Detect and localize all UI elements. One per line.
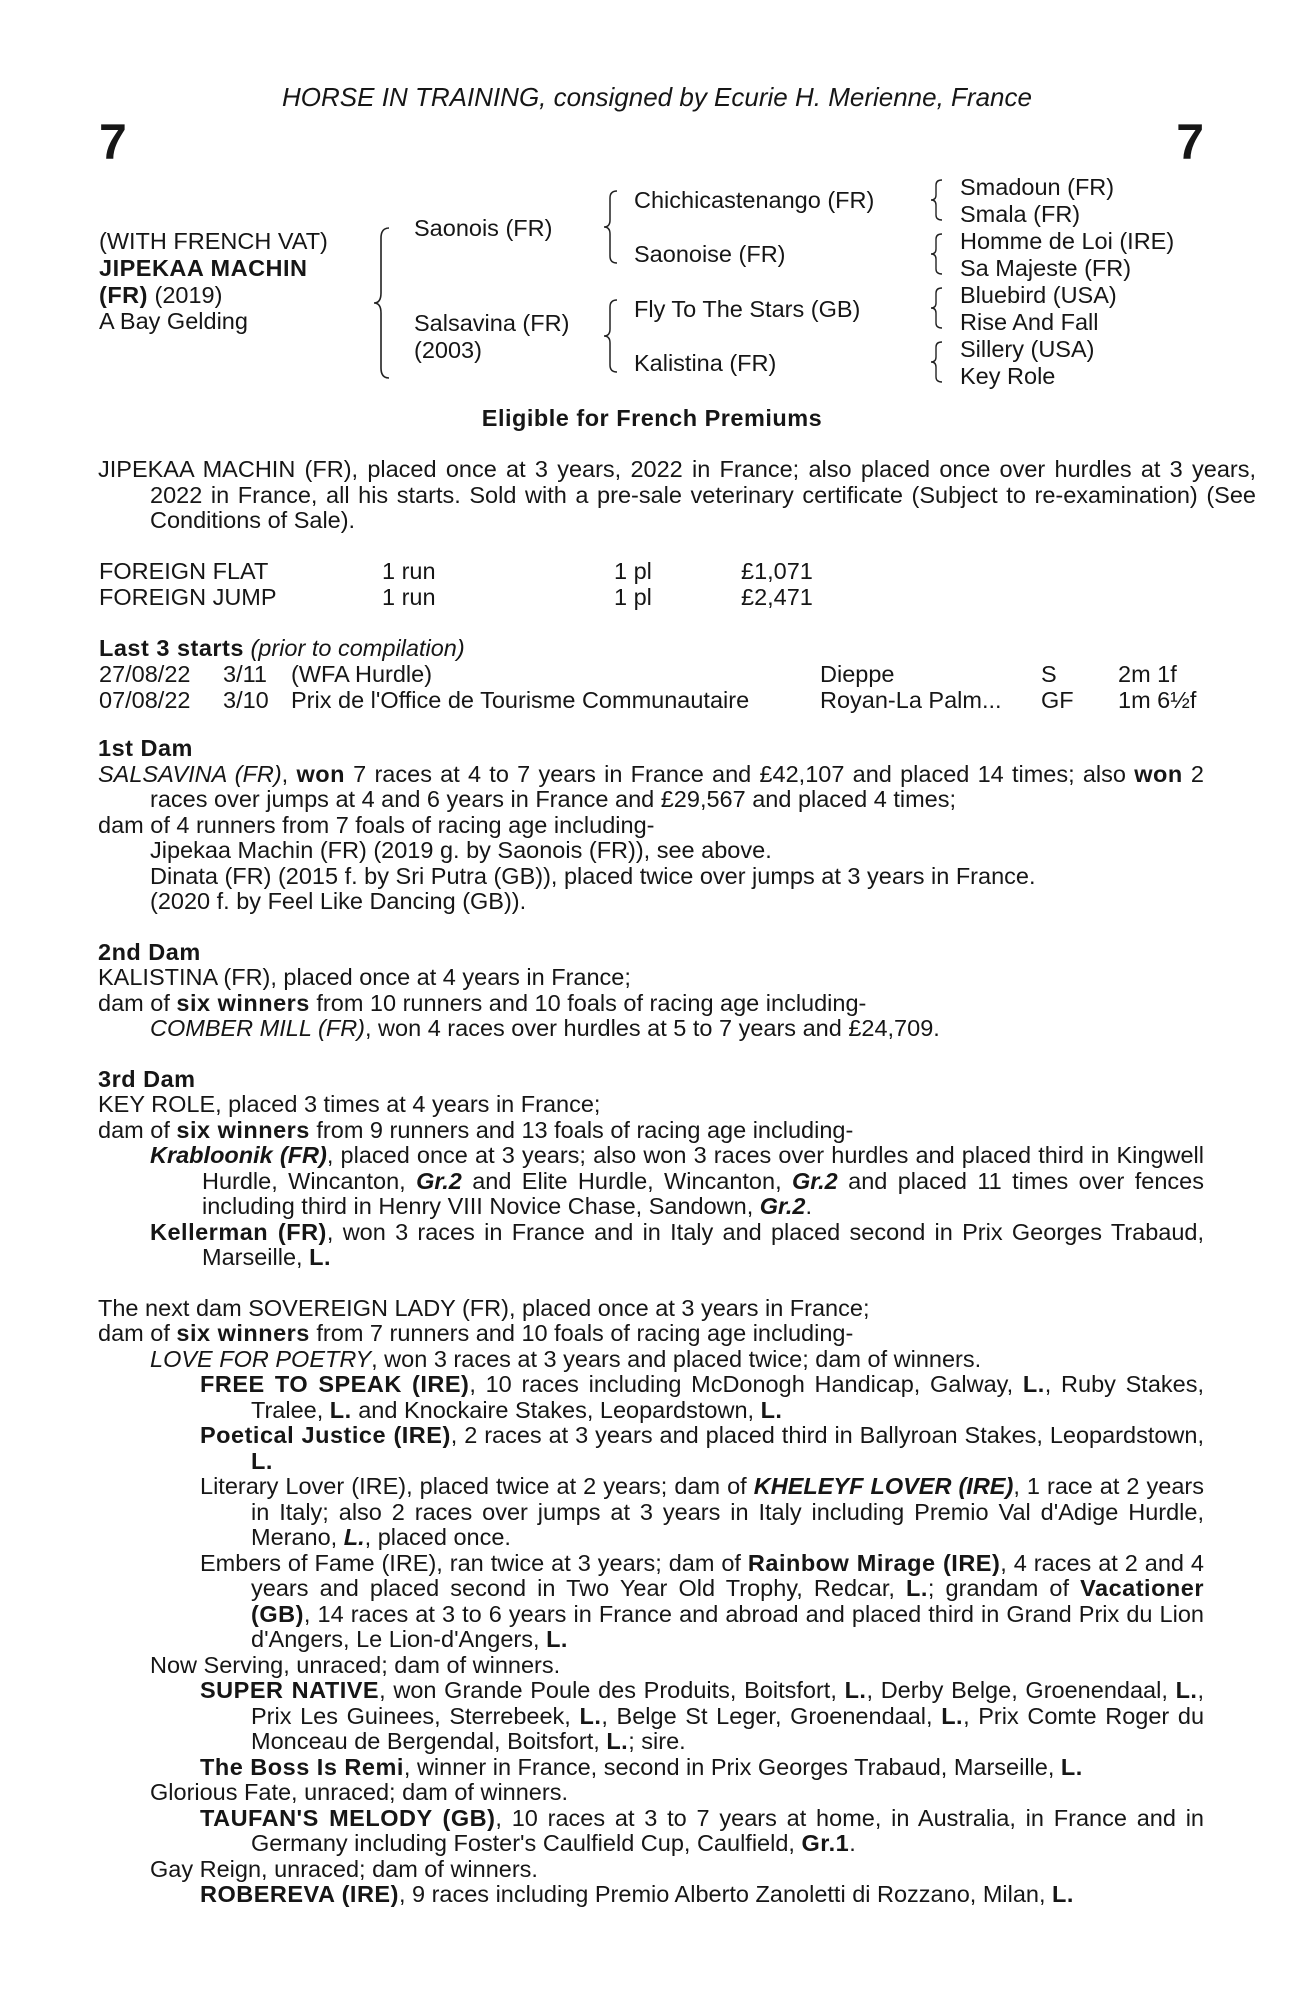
- free-to-speak: FREE TO SPEAK (IRE), 10 races including McDonogh Handicap, Galway, L., Ruby Stakes, Tralee, L. and Knockaire Stakes, Leopardstown, L.: [200, 1371, 1204, 1423]
- pedigree-sire-dam: Saonoise (FR): [634, 241, 786, 267]
- pedigree-g4-4: Sa Majeste (FR): [960, 255, 1132, 281]
- dams-section: [98, 736, 1204, 1908]
- taufans-melody: TAUFAN'S MELODY (GB), 10 races at 3 to 7 years at home, in Australia, in France and in Germany including Foster's Caulfield Cup, Caulfield, Gr.1.: [200, 1804, 1204, 1856]
- pedigree-g4-1: Smadoun (FR): [960, 174, 1115, 200]
- dam1-heading: 1st Dam: [98, 735, 193, 761]
- pedigree-g4-7: Sillery (USA): [960, 336, 1095, 362]
- lot-number-right: 7: [1176, 114, 1204, 170]
- start-2-pos: 3/10: [223, 687, 269, 713]
- start-2-course: Royan-La Palm...: [820, 687, 1002, 713]
- horse-country-year: (FR) (2019): [99, 282, 223, 308]
- pedigree-brace-g4-2: [930, 232, 944, 276]
- start-1-race: (WFA Hurdle): [291, 661, 433, 687]
- record-amount-flat: £1,071: [741, 558, 813, 584]
- dam2-heading: 2nd Dam: [98, 938, 201, 965]
- start-1-going: S: [1041, 661, 1057, 687]
- pedigree-g4-2: Smala (FR): [960, 201, 1081, 227]
- dam3-progeny-1: Krabloonik (FR), placed once at 3 years; also won 3 races over hurdles and placed third in Kingwell Hurdle, Wincanton, Gr.2 and Elite Hurdle, Wincanton, Gr.2 and placed 11 times over fences including third in Henry VIII Novice Chase, Sandown, Gr.2.: [150, 1142, 1204, 1219]
- pedigree-brace-g4-1: [930, 178, 944, 222]
- dam1-runners-line: dam of 4 runners from 7 foals of racing age including-: [98, 811, 655, 838]
- super-native: SUPER NATIVE, won Grande Poule des Produits, Boitsfort, L., Derby Belge, Groenendaal, L., Prix Les Guinees, Sterrebeek, L., Belge St Leger, Groenendaal, L., Prix Comte Roger du Monceau de Bergendal, Boitsfort, L.; sire.: [200, 1677, 1205, 1754]
- record-type-jump: FOREIGN JUMP: [99, 584, 277, 610]
- now-serving: Now Serving, unraced; dam of winners.: [150, 1651, 561, 1678]
- page-header: HORSE IN TRAINING, consigned by Ecurie H. Merienne, France: [282, 82, 1032, 112]
- pedigree-dam-sire: Fly To The Stars (GB): [634, 296, 861, 322]
- pedigree-sire-sire: Chichicastenango (FR): [634, 187, 875, 213]
- dam2-progeny-1: COMBER MILL (FR), won 4 races over hurdles at 5 to 7 years and £24,709.: [150, 1015, 940, 1041]
- dam1-progeny-2: Dinata (FR) (2015 f. by Sri Putra (GB)), placed twice over jumps at 3 years in France.: [150, 862, 1036, 889]
- start-1-course: Dieppe: [820, 661, 895, 687]
- pedigree-brace-dam: [603, 298, 619, 374]
- record-amount-jump: £2,471: [741, 584, 813, 610]
- pedigree-dam: Salsavina (FR): [414, 310, 570, 336]
- dam1-progeny-1: Jipekaa Machin (FR) (2019 g. by Saonois (FR)), see above.: [150, 837, 772, 863]
- record-placed-flat: 1 pl: [614, 558, 652, 584]
- record-runs-flat: 1 run: [382, 558, 436, 584]
- record-runs-jump: 1 run: [382, 584, 436, 610]
- pedigree-brace-g4-3: [930, 286, 944, 330]
- robereva: ROBEREVA (IRE), 9 races including Premio Alberto Zanoletti di Rozzano, Milan, L.: [200, 1881, 1074, 1907]
- record-type-flat: FOREIGN FLAT: [99, 558, 269, 584]
- embers-of-fame: Embers of Fame (IRE), ran twice at 3 years; dam of Rainbow Mirage (IRE), 4 races at 2 and 4 years and placed second in Two Year Old Trophy, Redcar, L.; grandam of Vacationer (GB), 14 races at 3 to 6 years in France and abroad and placed third in Grand Prix du Lion d'Angers, Le Lion-d'Angers, L.: [200, 1549, 1205, 1652]
- start-1-date: 27/08/22: [99, 661, 191, 687]
- next-dam-runners-line: dam of six winners from 7 runners and 10 foals of racing age including-: [98, 1320, 854, 1346]
- vat-note: (WITH FRENCH VAT): [99, 228, 328, 254]
- start-2-race: Prix de l'Office de Tourisme Communautaire: [291, 687, 750, 713]
- pedigree-brace-g4-4: [930, 340, 944, 384]
- start-1-dist: 2m 1f: [1118, 661, 1177, 687]
- next-dam-record: The next dam SOVEREIGN LADY (FR), placed once at 3 years in France;: [98, 1294, 870, 1321]
- pedigree-sire: Saonois (FR): [414, 215, 553, 241]
- start-2-going: GF: [1041, 687, 1074, 713]
- dam3-heading: 3rd Dam: [98, 1065, 196, 1092]
- pedigree-g4-8: Key Role: [960, 363, 1056, 389]
- dam3-runners-line: dam of six winners from 9 runners and 13 foals of racing age including-: [98, 1116, 854, 1143]
- literary-lover: Literary Lover (IRE), placed twice at 2 years; dam of KHELEYF LOVER (IRE), 1 race at 2 years in Italy; also 2 races over jumps at 3 years in Italy including Premio Val d'Adige Hurdle, Merano, L., placed once.: [200, 1473, 1205, 1550]
- dam1-progeny-3: (2020 f. by Feel Like Dancing (GB)).: [150, 888, 527, 914]
- record-placed-jump: 1 pl: [614, 584, 652, 610]
- start-2-date: 07/08/22: [99, 687, 191, 713]
- dam2-runners-line: dam of six winners from 10 runners and 10 foals of racing age including-: [98, 989, 867, 1016]
- pedigree-dam-year: (2003): [414, 337, 482, 363]
- pedigree-g4-5: Bluebird (USA): [960, 282, 1117, 308]
- pedigree-dam-dam: Kalistina (FR): [634, 350, 777, 376]
- eligible-premiums: Eligible for French Premiums: [481, 405, 823, 431]
- the-boss-is-remi: The Boss Is Remi, winner in France, second in Prix Georges Trabaud, Marseille, L.: [200, 1753, 1083, 1780]
- pedigree-brace-main: [373, 226, 391, 380]
- horse-description: A Bay Gelding: [99, 308, 248, 334]
- summary-paragraph: JIPEKAA MACHIN (FR), placed once at 3 years, 2022 in France; also placed once over hurdles at 3 years, 2022 in France, all his starts. Sold with a pre-sale veterinary certificate (Subject to re-examination) (See Conditions of Sale).: [98, 456, 1256, 533]
- dam3-record: KEY ROLE, placed 3 times at 4 years in France;: [98, 1091, 601, 1117]
- start-1-pos: 3/11: [223, 661, 267, 687]
- last-starts-heading: Last 3 starts (prior to compilation): [99, 635, 465, 661]
- pedigree-g4-6: Rise And Fall: [960, 309, 1099, 335]
- horse-name: JIPEKAA MACHIN: [99, 255, 308, 281]
- glorious-fate: Glorious Fate, unraced; dam of winners.: [150, 1779, 568, 1805]
- lot-number-left: 7: [99, 114, 127, 170]
- love-for-poetry: LOVE FOR POETRY, won 3 races at 3 years and placed twice; dam of winners.: [150, 1345, 982, 1372]
- pedigree-g4-3: Homme de Loi (IRE): [960, 228, 1175, 254]
- dam1-record: SALSAVINA (FR), won 7 races at 4 to 7 years in France and £42,107 and placed 14 times; also won 2 races over jumps at 4 and 6 years in France and £29,567 and placed 4 times;: [98, 760, 1205, 812]
- pedigree-brace-sire: [603, 189, 619, 265]
- gay-reign: Gay Reign, unraced; dam of winners.: [150, 1855, 538, 1882]
- dam3-progeny-2: Kellerman (FR), won 3 races in France and in Italy and placed second in Prix Georges Trabaud, Marseille, L.: [150, 1218, 1205, 1270]
- poetical-justice: Poetical Justice (IRE), 2 races at 3 years and placed third in Ballyroan Stakes, Leopardstown, L.: [200, 1422, 1204, 1474]
- start-2-dist: 1m 6½f: [1118, 687, 1197, 713]
- dam2-record: KALISTINA (FR), placed once at 4 years in France;: [98, 964, 631, 990]
